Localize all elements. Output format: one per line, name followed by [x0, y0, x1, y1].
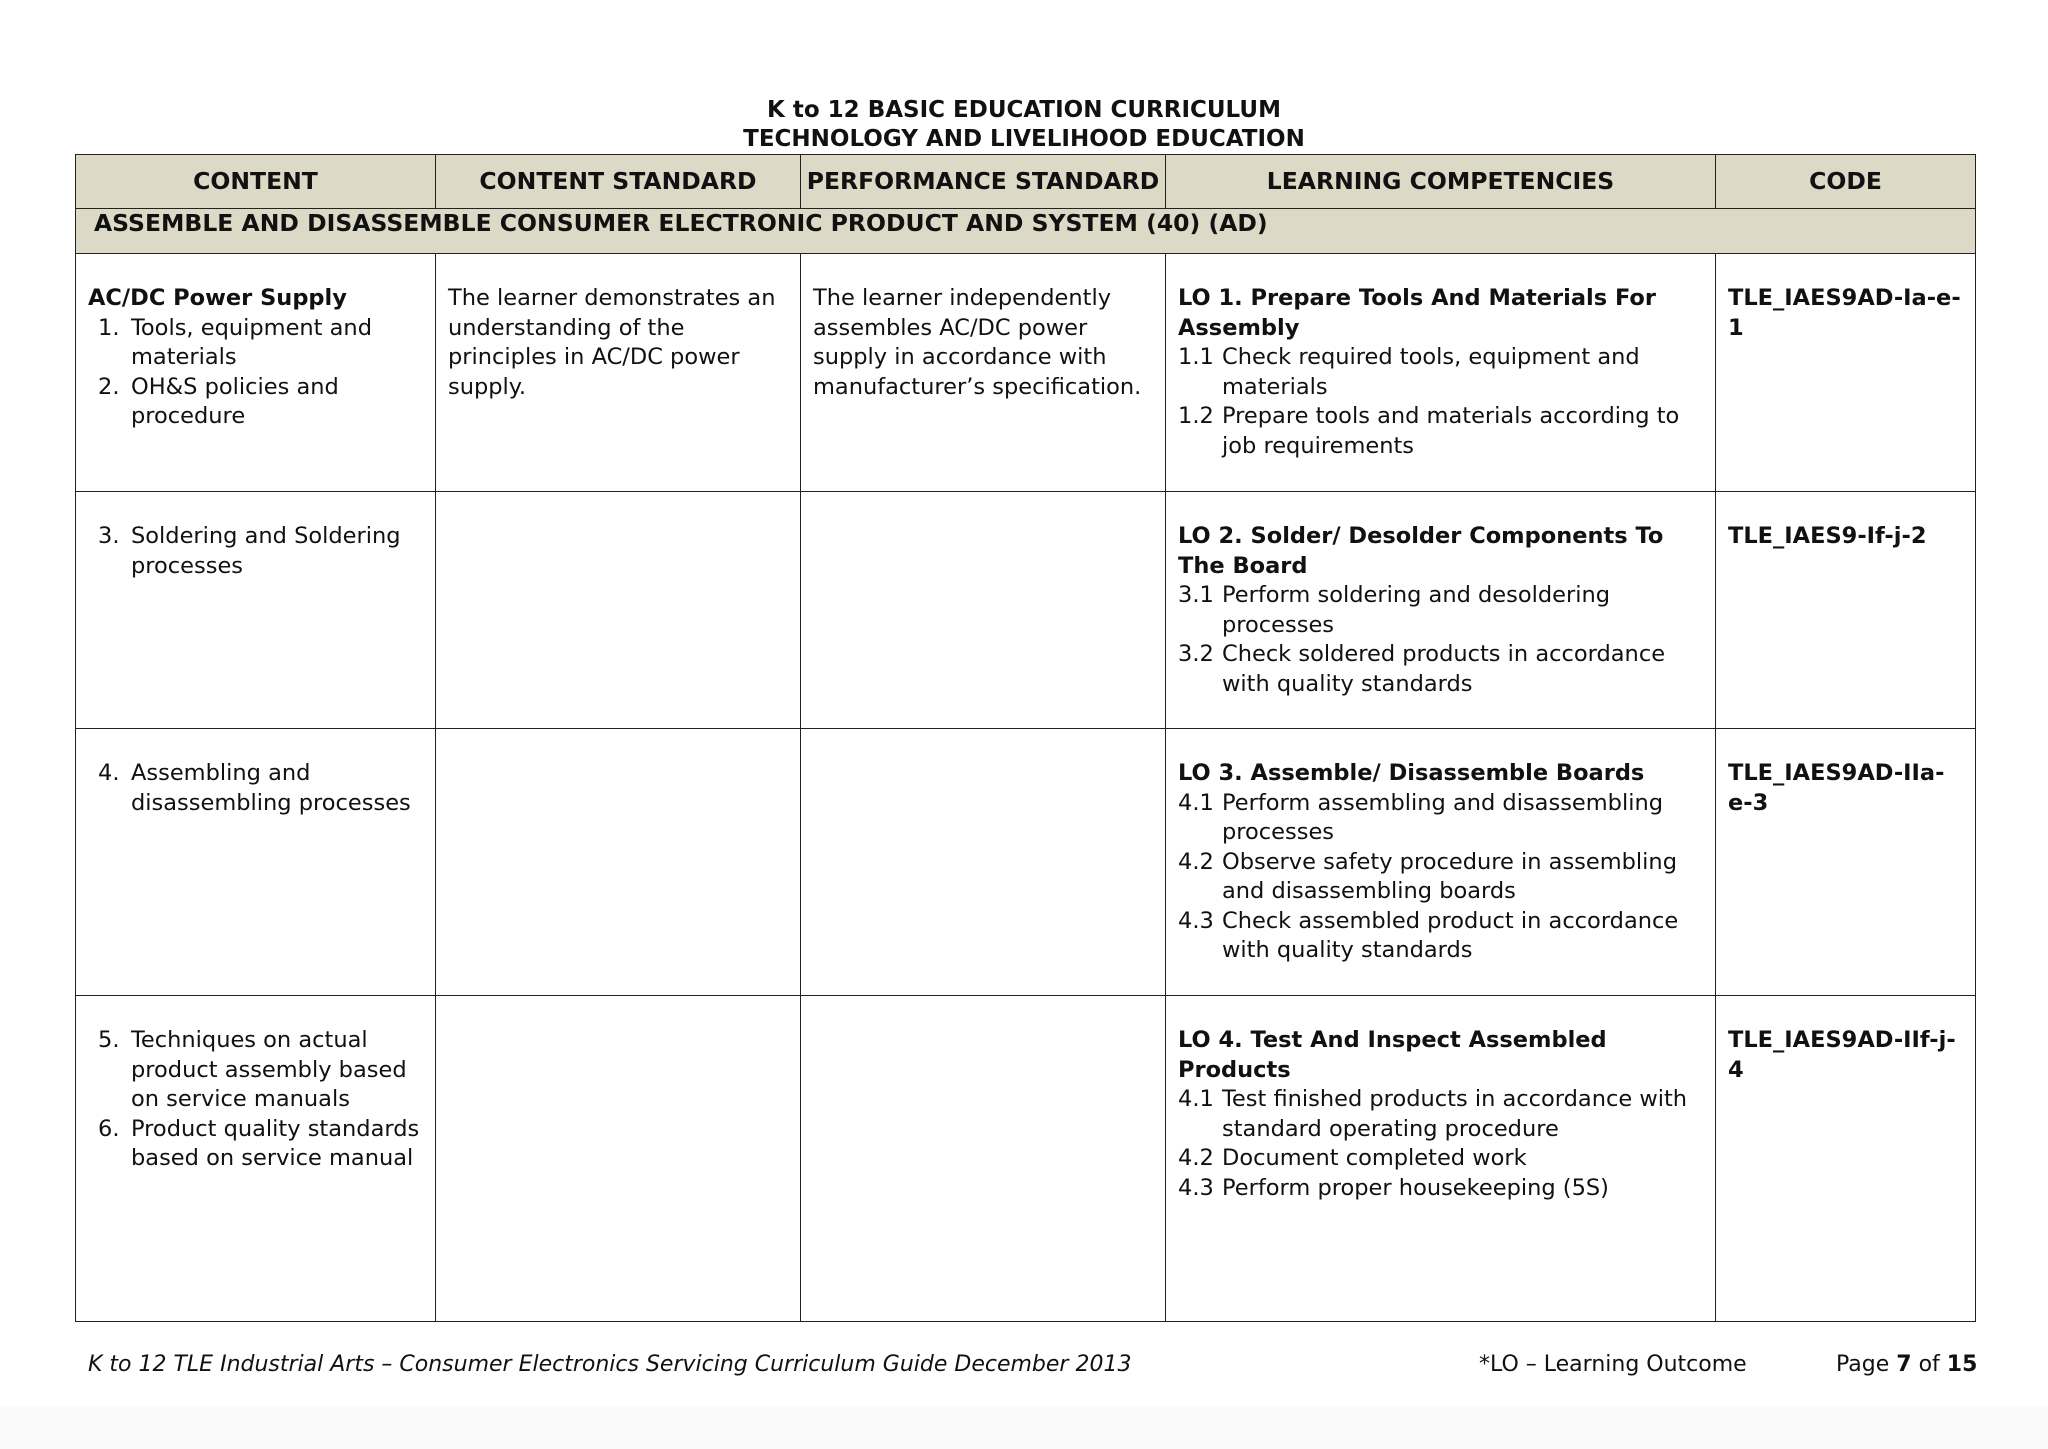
table-row — [76, 996, 1976, 1322]
competency-item: 1.1 Check required tools, equipment and materials — [1178, 344, 1640, 400]
header-row — [76, 155, 1976, 209]
curriculum-table — [75, 154, 1976, 1322]
competency-item: 4.3 Check assembled product in accordance with quality standards — [1178, 907, 1679, 963]
content-list — [88, 1026, 423, 1174]
col-header-content-standard: CONTENT STANDARD — [436, 155, 801, 209]
content-standard-cell: The learner demonstrates an understanding of the principles in AC/DC power supply. — [436, 254, 801, 492]
competency-item: 4.1 Test finished products in accordance with standard operating procedure — [1178, 1086, 1688, 1142]
col-header-performance-standard: PERFORMANCE STANDARD — [801, 155, 1166, 209]
competency-item: 3.2 Check soldered products in accordance with quality standards — [1178, 641, 1666, 697]
content-cell — [76, 996, 436, 1322]
page-bottom-margin — [0, 1406, 2048, 1449]
total-pages: 15 — [1946, 1352, 1978, 1377]
content-list — [88, 759, 423, 818]
list-item: 6. Product quality standards based on service manual — [98, 1115, 420, 1171]
document-header — [0, 96, 2048, 154]
competency-item: 4.2 Observe safety procedure in assembling and disassembling boards — [1178, 848, 1677, 904]
content-cell — [76, 254, 436, 492]
table-row — [76, 254, 1976, 492]
table-row — [76, 492, 1976, 729]
list-item: 3. Soldering and Soldering processes — [98, 523, 401, 579]
col-header-learning-competencies: LEARNING COMPETENCIES — [1166, 155, 1716, 209]
performance-standard-cell — [801, 996, 1166, 1322]
content-standard-cell — [436, 996, 801, 1322]
content-standard-cell — [436, 729, 801, 996]
competencies-cell — [1166, 492, 1716, 729]
current-page: 7 — [1896, 1352, 1912, 1377]
col-header-content: CONTENT — [76, 155, 436, 209]
competency-item: 4.1 Perform assembling and disassembling processes — [1178, 789, 1664, 845]
curriculum-title: K to 12 BASIC EDUCATION CURRICULUM — [767, 97, 1281, 123]
code-cell: TLE_IAES9AD-Ia-e-1 — [1716, 254, 1976, 492]
code-cell: TLE_IAES9-If-j-2 — [1716, 492, 1976, 729]
content-cell — [76, 729, 436, 996]
content-cell — [76, 492, 436, 729]
footer-guide-title: K to 12 TLE Industrial Arts – Consumer Electronics Servicing Curriculum Guide December 2013 — [88, 1352, 1132, 1377]
performance-standard-cell — [801, 492, 1166, 729]
page-number: Page 7 of 15 — [1836, 1352, 1978, 1377]
performance-standard-cell — [801, 729, 1166, 996]
footer-lo-legend: *LO – Learning Outcome — [1479, 1352, 1747, 1377]
competency-item: 4.3 Perform proper housekeeping (5S) — [1178, 1174, 1609, 1201]
performance-standard-cell: The learner independently assembles AC/DC power supply in accordance with manufacturer’s specification. — [801, 254, 1166, 492]
content-title: AC/DC Power Supply — [88, 285, 347, 311]
content-standard-cell — [436, 492, 801, 729]
competencies-cell — [1166, 729, 1716, 996]
list-item: 4. Assembling and disassembling processes — [98, 760, 411, 816]
section-row — [76, 209, 1976, 254]
code-cell: TLE_IAES9AD-IIf-j-4 — [1716, 996, 1976, 1322]
lo-title: LO 2. Solder/ Desolder Components To The Board — [1178, 523, 1664, 579]
content-list — [88, 314, 423, 432]
content-list — [88, 522, 423, 581]
table-row — [76, 729, 1976, 996]
competency-item: 4.2 Document completed work — [1178, 1145, 1527, 1171]
section-title: ASSEMBLE AND DISASSEMBLE CONSUMER ELECTRONIC PRODUCT AND SYSTEM (40) (AD) — [76, 209, 1976, 254]
lo-title: LO 1. Prepare Tools And Materials For Assembly — [1178, 285, 1656, 341]
list-item: 5. Techniques on actual product assembly based on service manuals — [98, 1027, 407, 1112]
competencies-cell — [1166, 254, 1716, 492]
competencies-cell — [1166, 996, 1716, 1322]
lo-title: LO 3. Assemble/ Disassemble Boards — [1178, 760, 1645, 786]
competency-item: 1.2 Prepare tools and materials according to job requirements — [1178, 403, 1680, 459]
code-cell: TLE_IAES9AD-IIa-e-3 — [1716, 729, 1976, 996]
subject-title: TECHNOLOGY AND LIVELIHOOD EDUCATION — [743, 126, 1305, 152]
col-header-code: CODE — [1716, 155, 1976, 209]
lo-title: LO 4. Test And Inspect Assembled Products — [1178, 1027, 1607, 1083]
list-item: 1. Tools, equipment and materials — [98, 314, 372, 370]
list-item: 2. OH&S policies and procedure — [98, 373, 339, 429]
competency-item: 3.1 Perform soldering and desoldering processes — [1178, 582, 1611, 638]
